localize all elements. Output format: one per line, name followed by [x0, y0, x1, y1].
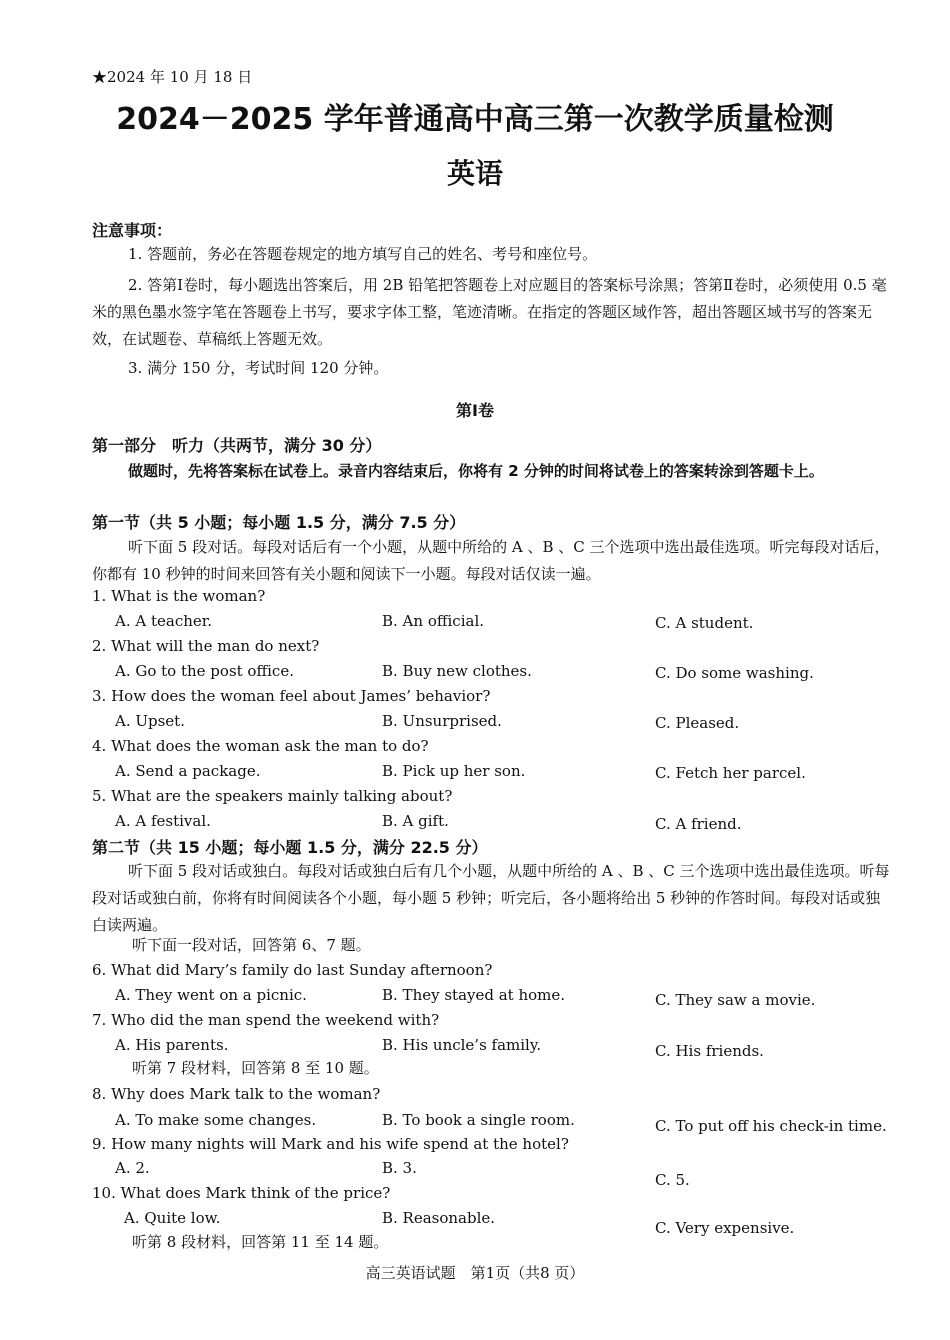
- q7-option-a: A. His parents.: [115, 1036, 229, 1054]
- q5-option-c: C. A friend.: [655, 815, 742, 833]
- question-7: 7. Who did the man spend the weekend with?: [92, 1011, 440, 1029]
- q8-option-a: A. To make some changes.: [115, 1111, 317, 1129]
- q1-option-c: C. A student.: [655, 614, 754, 632]
- question-9: 9. How many nights will Mark and his wife spend at the hotel?: [92, 1135, 569, 1153]
- notice-item-2: 2. 答第Ⅰ卷时，每小题选出答案后，用 2B 铅笔把答题卷上对应题目的答案标号涂黑；答第Ⅱ卷时，必须使用 0.5 毫米的黑色墨水签字笔在答题卷上书写，要求字体工整，笔迹清晰。在指定的答题区域作答，超出答题区域书写的答案无效，在试题卷、草稿纸上答题无效。: [92, 276, 887, 348]
- q9-option-b: B. 3.: [382, 1159, 417, 1177]
- q7-option-b: B. His uncle’s family.: [382, 1036, 542, 1054]
- q2-option-b: B. Buy new clothes.: [382, 662, 532, 680]
- lead-q6-7: 听下面一段对话，回答第 6、7 题。: [132, 936, 371, 954]
- q4-option-c: C. Fetch her parcel.: [655, 764, 806, 782]
- question-8: 8. Why does Mark talk to the woman?: [92, 1085, 381, 1103]
- notice-item-3: 3. 满分 150 分，考试时间 120 分钟。: [128, 359, 389, 377]
- section2-title: 第二节（共 15 小题；每小题 1.5 分，满分 22.5 分）: [92, 838, 488, 857]
- q7-option-c: C. His friends.: [655, 1042, 764, 1060]
- q1-option-a: A. A teacher.: [115, 612, 213, 630]
- q6-option-b: B. They stayed at home.: [382, 986, 566, 1004]
- section2-instruction: 听下面 5 段对话或独白。每段对话或独白后有几个小题，从题中所给的 A 、B 、C 三个选项中选出最佳选项。听每段对话或独白前，你将有时间阅读各个小题，每小题 5 秒钟；听完后，各小题将给出 5 秒钟的作答时间。每段对话或独白读两遍。: [92, 862, 890, 934]
- exam-title: 2024－2025 学年普通高中高三第一次教学质量检测: [116, 102, 834, 137]
- q9-option-c: C. 5.: [655, 1171, 690, 1189]
- q5-option-b: B. A gift.: [382, 812, 449, 830]
- part1-instruction: 做题时，先将答案标在试卷上。录音内容结束后，你将有 2 分钟的时间将试卷上的答案转涂到答题卡上。: [128, 462, 824, 480]
- page-footer: 高三英语试题 第1页（共8 页）: [365, 1264, 585, 1282]
- lead-q8-10: 听第 7 段材料，回答第 8 至 10 题。: [132, 1059, 379, 1077]
- q3-option-c: C. Pleased.: [655, 714, 740, 732]
- question-2: 2. What will the man do next?: [92, 637, 320, 655]
- lead-q11-14: 听第 8 段材料，回答第 11 至 14 题。: [132, 1233, 389, 1251]
- q6-option-c: C. They saw a movie.: [655, 991, 816, 1009]
- section1-instruction: 听下面 5 段对话。每段对话后有一个小题，从题中所给的 A 、B 、C 三个选项中选出最佳选项。听完每段对话后，你都有 10 秒钟的时间来回答有关小题和阅读下一小题。每段对话仅读一遍。: [92, 538, 890, 583]
- q8-option-c: C. To put off his check-in time.: [655, 1117, 887, 1135]
- part1-title: 第一部分 听力（共两节，满分 30 分）: [92, 436, 382, 455]
- notice-item-1: 1. 答题前，务必在答题卷规定的地方填写自己的姓名、考号和座位号。: [128, 245, 598, 263]
- volume-title: 第Ⅰ卷: [456, 401, 494, 420]
- question-3: 3. How does the woman feel about James’ behavior?: [92, 687, 491, 705]
- q4-option-b: B. Pick up her son.: [382, 762, 526, 780]
- q8-option-b: B. To book a single room.: [382, 1111, 575, 1129]
- q10-option-c: C. Very expensive.: [655, 1219, 795, 1237]
- q3-option-a: A. Upset.: [115, 712, 185, 730]
- question-5: 5. What are the speakers mainly talking about?: [92, 787, 453, 805]
- section1-title: 第一节（共 5 小题；每小题 1.5 分，满分 7.5 分）: [92, 513, 466, 532]
- q2-option-a: A. Go to the post office.: [115, 662, 294, 680]
- exam-date: ★2024 年 10 月 18 日: [92, 68, 253, 86]
- q2-option-c: C. Do some washing.: [655, 664, 814, 682]
- q4-option-a: A. Send a package.: [115, 762, 261, 780]
- question-10: 10. What does Mark think of the price?: [92, 1184, 391, 1202]
- q1-option-b: B. An official.: [382, 612, 485, 630]
- q6-option-a: A. They went on a picnic.: [115, 986, 307, 1004]
- notice-title: 注意事项：: [92, 221, 173, 240]
- q9-option-a: A. 2.: [115, 1159, 150, 1177]
- q10-option-a: A. Quite low.: [124, 1209, 221, 1227]
- question-4: 4. What does the woman ask the man to do?: [92, 737, 429, 755]
- question-1: 1. What is the woman?: [92, 587, 266, 605]
- q5-option-a: A. A festival.: [115, 812, 211, 830]
- exam-subject: 英语: [446, 157, 503, 190]
- question-6: 6. What did Mary’s family do last Sunday afternoon?: [92, 961, 493, 979]
- q3-option-b: B. Unsurprised.: [382, 712, 502, 730]
- q10-option-b: B. Reasonable.: [382, 1209, 496, 1227]
